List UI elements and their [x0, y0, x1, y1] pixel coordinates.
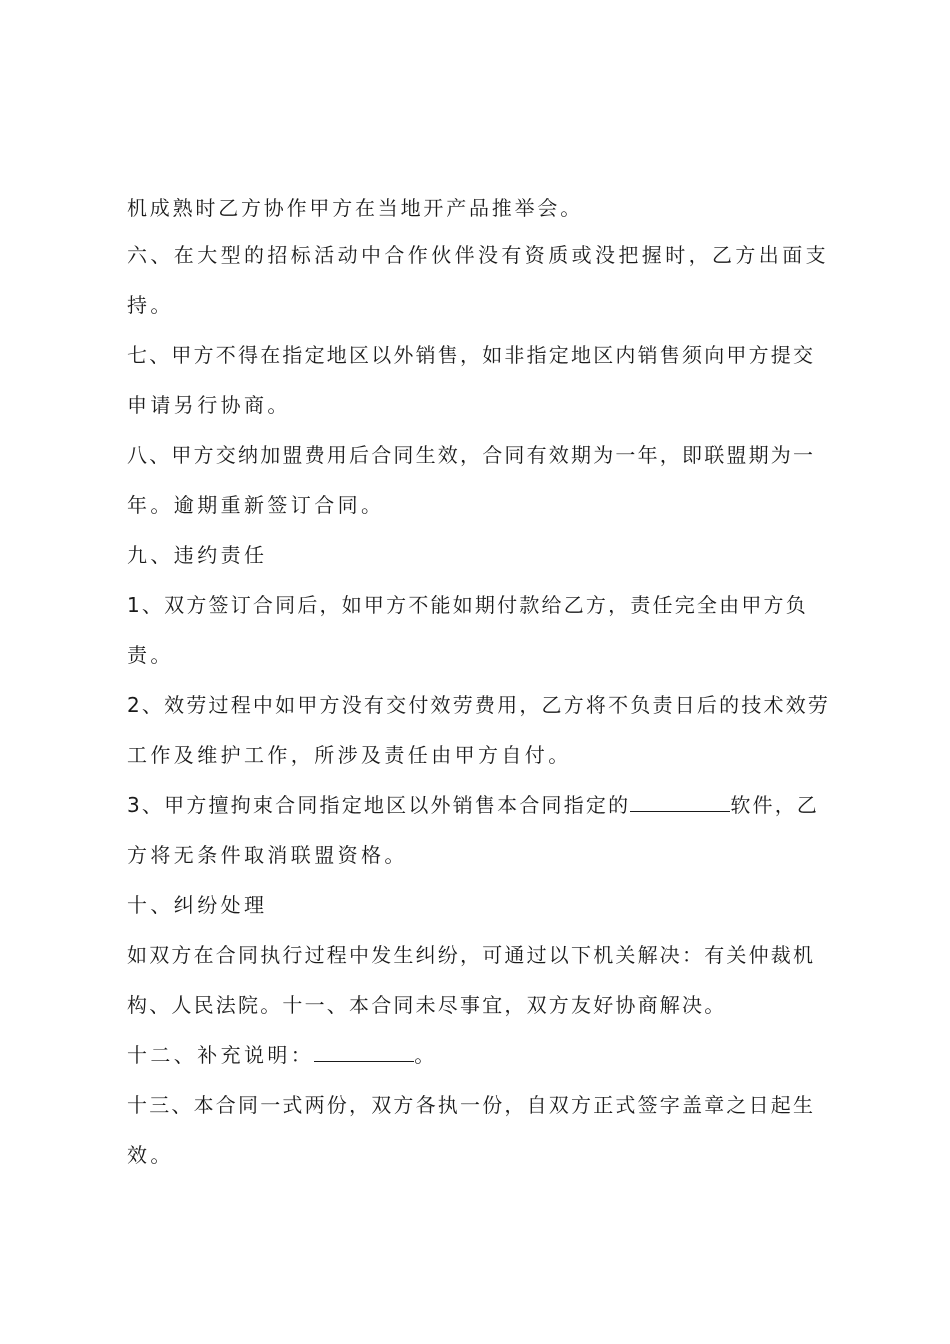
supplement-blank — [314, 1043, 414, 1062]
text-line-10: 责。 — [127, 643, 174, 667]
section-heading-breach: 九、违约责任 — [127, 543, 268, 567]
text-line-4: 七、甲方不得在指定地区以外销售，如非指定地区内销售须向甲方提交 — [127, 343, 816, 367]
text-line-20: 效。 — [127, 1143, 174, 1167]
text-line-12: 工作及维护工作，所涉及责任由甲方自付。 — [127, 743, 572, 767]
supplement-label: 十二、补充说明： — [127, 1043, 315, 1067]
text-line-16: 如双方在合同执行过程中发生纠纷，可通过以下机关解决：有关仲裁机 — [127, 943, 816, 967]
text-line-2: 六、在大型的招标活动中合作伙伴没有资质或没把握时，乙方出面支 — [127, 243, 829, 267]
text-line-7: 年。逾期重新签订合同。 — [127, 493, 385, 517]
section-heading-dispute: 十、纠纷处理 — [127, 893, 268, 917]
software-name-blank — [630, 793, 730, 812]
text-line-9: 1、双方签订合同后，如甲方不能如期付款给乙方，责任完全由甲方负 — [127, 593, 808, 617]
text-line-5: 申请另行协商。 — [127, 393, 291, 417]
text-line-6: 八、甲方交纳加盟费用后合同生效，合同有效期为一年，即联盟期为一 — [127, 443, 816, 467]
text-line-14: 方将无条件取消联盟资格。 — [127, 843, 408, 867]
text-line-1: 机成熟时乙方协作甲方在当地开产品推举会。 — [127, 196, 583, 220]
supplement-end: 。 — [414, 1043, 438, 1067]
clause-3-text-after: 软件，乙 — [730, 793, 820, 817]
supplement-line — [127, 1037, 847, 1073]
text-line-17: 构、人民法院。十一、本合同未尽事宜，双方友好协商解决。 — [127, 993, 727, 1017]
text-line-11: 2、效劳过程中如甲方没有交付效劳费用，乙方将不负责日后的技术效劳 — [127, 693, 831, 717]
clause-3-line — [127, 787, 847, 823]
text-line-19: 十三、本合同一式两份，双方各执一份，自双方正式签字盖章之日起生 — [127, 1093, 816, 1117]
clause-3-text-before: 3、甲方擅拘束合同指定地区以外销售本合同指定的 — [127, 793, 631, 817]
text-line-3: 持。 — [127, 293, 174, 317]
